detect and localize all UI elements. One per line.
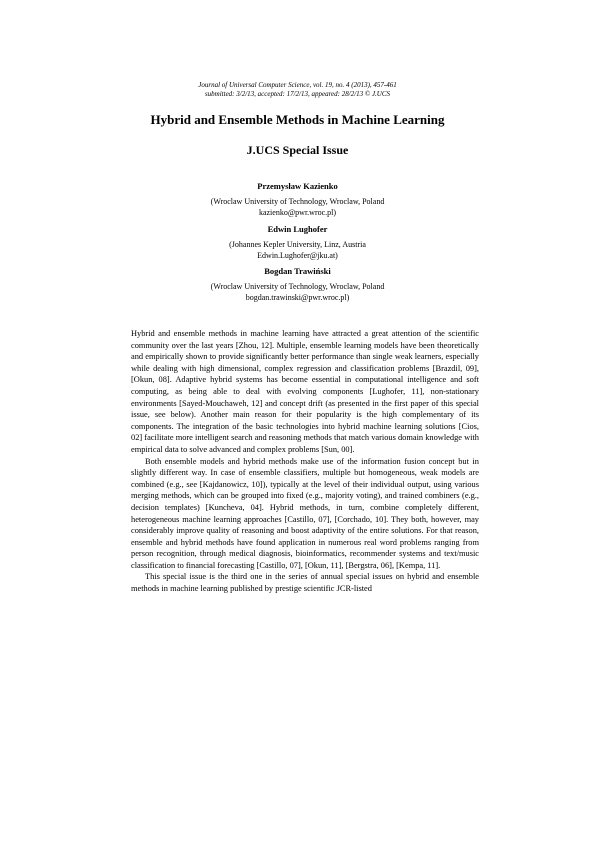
author-name: Edwin Lughofer <box>267 224 328 234</box>
author-block <box>0 224 595 261</box>
journal-header <box>0 81 595 99</box>
paper-title: Hybrid and Ensemble Methods in Machine Learning <box>150 112 445 127</box>
journal-citation: Journal of Universal Computer Science, vol. 19, no. 4 (2013), 457-461 <box>198 81 397 89</box>
author-email: Edwin.Lughofer@jku.at) <box>257 251 338 260</box>
author-block <box>0 266 595 303</box>
author-affiliation: (Wroclaw University of Technology, Wroclaw, Poland <box>210 282 385 291</box>
author-name: Przemysław Kazienko <box>257 181 338 191</box>
paragraph: Both ensemble models and hybrid methods make use of the information fusion concept but in slightly different way. In case of ensemble classifiers, multiple but homogeneous, weak models are combined (e.g., see [Kajdanowicz, 10]), typically at the level of their individual output, using various merging methods, which can be grouped into fixed (e.g., majority voting), and trained combiners (e.g., decision templates) [Kuncheva, 04]. Hybrid methods, in turn, combine completely different, heterogeneous machine learning approaches [Castillo, 07], [Corchado, 10]. They both, however, may considerably improve quality of reasoning and boost adaptivity of the entire solutions. For that reason, ensemble and hybrid methods have found application in numerous real word problems ranging from person recognition, through medical diagnosis, bioinformatics, recommender systems and text/music classification to financial forecasting [Castillo, 07], [Okun, 11], [Bergstra, 06], [Kempa, 11]. <box>131 456 479 570</box>
paragraph: Hybrid and ensemble methods in machine learning have attracted a great attention of the scientific community over the last years [Zhou, 12]. Multiple, ensemble learning models have been theoretically and empirically shown to provide significantly better performance than single weak learners, especially while dealing with high dimensional, complex regression and classification problems [Brazdil, 09], [Okun, 08]. Adaptive hybrid systems has become essential in computational intelligence and soft computing, as being able to deal with evolving components [Lughofer, 11], non-stationary environments [Sayed-Mouchaweh, 12] and concept drift (as presented in the first paper of this special issue, see below). Another main reason for their popularity is the high complementary of its components. The integration of the basic technologies into hybrid machine learning solutions [Cios, 02] facilitate more intelligent search and reasoning methods that match various domain knowledge with empirical data to solve advanced and complex problems [Sun, 00]. <box>131 329 479 454</box>
author-affiliation: (Wroclaw University of Technology, Wroclaw, Poland <box>210 197 385 206</box>
author-block <box>0 181 595 218</box>
submission-dates: submitted: 3/2/13, accepted: 17/2/13, appeared: 28/2/13 © J.UCS <box>204 90 391 98</box>
author-affiliation: (Johannes Kepler University, Linz, Austria <box>229 240 366 249</box>
author-email: kazienko@pwr.wroc.pl) <box>258 208 337 217</box>
author-name: Bogdan Trawiński <box>264 266 331 276</box>
body-text <box>131 328 479 595</box>
paper-subtitle: J.UCS Special Issue <box>246 143 349 157</box>
author-email: bogdan.trawinski@pwr.wroc.pl) <box>245 293 350 302</box>
paragraph: This special issue is the third one in the series of annual special issues on hybrid and ensemble methods in machine learning published by prestige scientific JCR-listed <box>131 572 479 594</box>
